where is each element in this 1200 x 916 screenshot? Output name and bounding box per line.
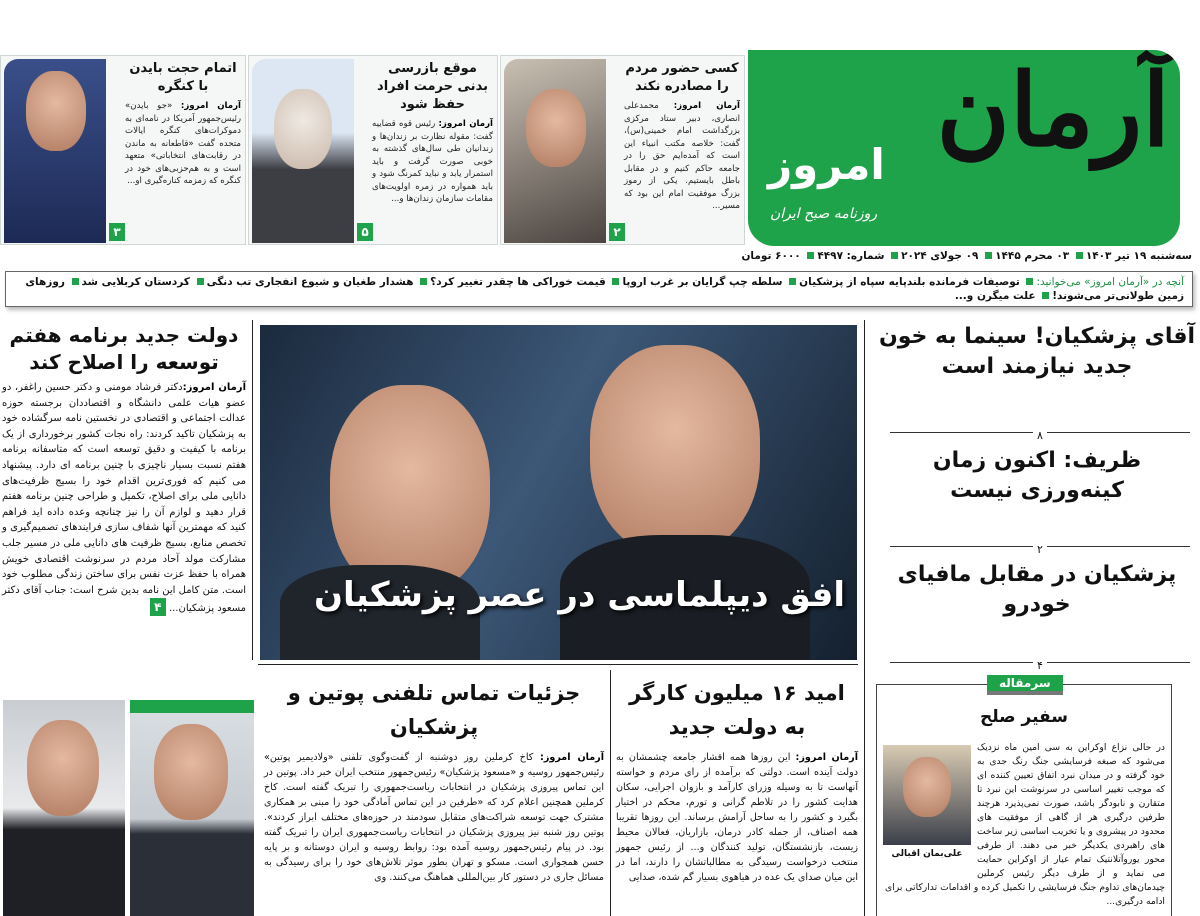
teaser-title: موقع بازرسی بدنی حرمت افراد حفظ شود [377, 61, 488, 112]
article-text: کاخ کرملین روز دوشنبه از گفت‌وگوی تلفنی «ولادیمیر پوتین» رئیس‌جمهور روسیه و «مسعود پزشکیان» رئیس‌جمهور منتخب ایران خبر داد. پوتین در این تماس پیروزی پزشکیان در انتخابات ریاست‌جمهوری را تبریک گفته است. کاخ کرملین همچنین اعلام کرد که «طرفین در این تماس آمادگی خود را مبنی بر همکاری مشترک جهت توسعه شراکت‌های متقابل سودمند در حوزه‌های مختلف ابراز کردند». پوتین روز شنبه نیز پیروزی پزشکیان در انتخابات ریاست‌جمهوری ایران را تبریک گفته بود. در پیام رئیس‌جمهور روسیه آمده بود: روابط روسیه و ایران دوستانه و بر پایه حسن همجواری است. مسکو و تهران بطور موثر تلاش‌های خود را برای رسیدگی به مسائل جاری در دستور کار بین‌المللی هماهنگ می‌کنند. وی [264, 752, 604, 883]
ticker-item[interactable]: سلطه چپ گرایان بر غرب اروپا [622, 276, 783, 288]
masthead-logo [748, 50, 1180, 246]
ticker-head: آنچه در «آرمان امروز» می‌خوانید: [1036, 276, 1184, 288]
teaser-lead: آرمان امروز: [673, 101, 741, 111]
teaser-title: اتمام حجت بایدن با کنگره [129, 61, 237, 94]
ticker [5, 271, 1193, 307]
date-gregorian: ۰۹ جولای ۲۰۲۴ [901, 250, 979, 262]
ticker-item[interactable]: علت میگرن و... [954, 290, 1036, 302]
teaser-text: رئیس قوه قضاییه گفت: مقوله نظارت بر زندان‌ها و زندانیان طی سال‌های گذشته به خوبی صورت گرفت و باید استمرار یابد و نباید کمرنگ شود و باید همواره در زمره اولویت‌های مقامات سازمان زندان‌ها و... [372, 119, 493, 204]
masthead-subtitle: امروز [768, 140, 885, 189]
ticker-item[interactable]: توصیفات فرمانده بلندپایه سپاه از پزشکیان [799, 276, 1020, 288]
page-number: ۲ [1033, 543, 1047, 556]
teaser-lead: آرمان امروز: [180, 101, 242, 111]
headline-auto-mafia[interactable]: پزشکیان در مقابل مافیای خودرو [897, 562, 1177, 617]
masthead-tagline: روزنامه صبح ایران [770, 206, 878, 222]
date-hijri: ۰۳ محرم ۱۴۴۵ [995, 250, 1070, 262]
main-photo[interactable] [260, 325, 857, 660]
masthead-title: آرمان [936, 51, 1170, 169]
left-article[interactable] [2, 322, 246, 617]
teaser-text: محمدعلی انصاری، دبیر ستاد مرکزی بزرگداشت امام خمینی(س)، گفت: خلاصه مکتب انبیاء این است که آمده‌ایم حق را در جامعه حاکم کنیم و در مقابل باطل بایستیم. یکی از رموز بزرگ موفقیت امام این بود که مسیر... [624, 101, 740, 211]
issue-number: شماره: ۴۴۹۷ [817, 250, 885, 262]
page-number: ۴ [150, 598, 166, 616]
ejei-photo [252, 59, 354, 243]
editorial-label: سرمقاله [987, 675, 1063, 695]
article-title: دولت جدید برنامه هفتم توسعه را اصلاح کند [9, 323, 239, 374]
article-lead: آرمان امروز: [540, 752, 604, 763]
pezeshkian-photo [130, 700, 254, 916]
headline-cinema[interactable]: آقای پزشکیان! سینما به خون جدید نیازمند است [878, 324, 1196, 379]
ticker-item[interactable]: روزهای زمین طولانی‌تر می‌شوند! [25, 276, 1184, 302]
page-number: ۵ [357, 223, 373, 241]
teaser-text: «جو بایدن» رئیس‌جمهور آمریکا در نامه‌ای به دموکرات‌های کنگره ایالات متحده گفت «قاطعانه به ماندن در رقابت‌های انتخاباتی» متعهد است و به هم‌حزبی‌های خود در کنگره که زمزمه کناره‌گیری او... [125, 101, 241, 186]
putin-article[interactable] [264, 676, 604, 885]
putin-photo [3, 700, 125, 916]
workers-article[interactable] [616, 676, 858, 885]
page-number: ۸ [1033, 429, 1047, 442]
ansari-photo [504, 59, 606, 243]
ticker-item[interactable]: قیمت خوراکی ها چقدر تغییر کرد؟ [430, 276, 606, 288]
editorial[interactable] [876, 676, 1172, 916]
date-weekday: سه‌شنبه ۱۹ تیر ۱۴۰۳ [1085, 250, 1192, 262]
article-title: امید ۱۶ میلیون کارگر به دولت جدید [629, 681, 845, 739]
article-lead: آرمان امروز: [182, 382, 246, 393]
page-number: ۳ [109, 223, 125, 241]
ticker-item[interactable]: کردستان کربلایی شد [81, 276, 190, 288]
page-number: ۴ [1033, 659, 1047, 672]
headline-zarif[interactable]: ظریف: اکنون زمان کینه‌ورزی نیست [932, 448, 1142, 503]
article-lead: آرمان امروز: [795, 752, 858, 763]
teaser-ansari[interactable] [500, 55, 745, 245]
teaser-title: کسی حضور مردم را مصادره نکند [625, 61, 739, 94]
teaser-ejei[interactable] [248, 55, 498, 245]
editorial-body: در حالی نزاع اوکراین به سی امین ماه نزدیک می‌شود که صبغه فرسایشی جنگ رنگ جدی به خود گرفته و در میدان نبرد اتفاق تعیین کننده ای که موجب تغییر اساسی در سرنوشت این نبرد تا متقارن و نابودگر باشد، صورت نمی‌پذیرد هرچند طرفین درگیری هر از گاهی از موفقیت های محدود در پیشروی و یا تخریب اساسی زیر ساخت های راهبردی یکدیگر خبر می دهند. از طرفی محور یوروآتلانتیک تمام عیار از اوکراین حمایت می نماید و از طرف دیگر رئیس کرملین چیدمان‌های تداوم جنگ فرسایشی را تکمیل کرده و اقدامات تدارکاتی برای ادامه درگیری... [885, 742, 1165, 907]
teaser-biden[interactable] [0, 55, 246, 245]
page-number: ۲ [609, 223, 625, 241]
author-name: علی‌بمان اقبالی [891, 849, 963, 859]
article-title: جزئیات تماس تلفنی پوتین و پزشکیان [287, 681, 581, 739]
dateline [741, 250, 1192, 262]
editorial-text [885, 741, 1165, 909]
main-headline: افق دیپلماسی در عصر پزشکیان [314, 575, 845, 615]
ticker-item[interactable]: هشدار طغیان و شیوع انفجاری تب دنگی [206, 276, 414, 288]
article-text: دکتر فرشاد مومنی و دکتر حسین راغفر، دو عضو هیات علمی دانشگاه و اقتصاددان برجسته حوزه عدالت اجتماعی و اقتصادی در نخستین نامه سرگشاده خود به پزشکیان تاکید کردند: راه نجات کشور برخورداری از یک برنامه با کیفیت و دقیق توسعه است که متاسفانه برنامه هفتم نسبت بسیار ناچیزی با چنین برنامه ای دارد. پیشنهاد می کنیم که فوری‌ترین اقدام خود را بسیج ظرفیت‌های دانایی ملی برای اصلاح، تکمیل و طراحی چنین برنامه هفتم قرار دهید و لوازم آن را نیز چنانچه وعده داده اید فراهم کنید که مهمترین آنها شفاف سازی فرایندهای تصمیم‌گیری و تخصص منابع، بسیج ظرفیت های دانایی ملی در مسیر جلب مشارکت مولد آحاد مردم در سرنوشت اقتصادی خویش همراه با حفظ عزت نفس برای ساختن زندگی مطلوب خود است. متن کامل این نامه بدین شرح است: جناب آقای دکتر مسعود پزشکیان... [2, 382, 246, 615]
editorial-title: سفیر صلح [979, 707, 1068, 727]
biden-photo [4, 59, 106, 243]
price: ۶۰۰۰ تومان [741, 250, 801, 262]
article-text: این روزها همه اقشار جامعه چشمشان به دولت آینده است. دولتی که برآمده از رای مردم و خواسته آنهاست تا به وسیله وزرای کارآمد و بازوان اجرایی، سکان هدایت کشور را در تلاطم گرانی و تورم، محکم در اختیار بگیرد و کشور را به ساحل آرامش برساند. این روزها تقریبا همه اصناف، از جمله کادر درمان، بازاریان، فعالان محیط زیست، بازنشستگان، تولید کنندگان و... از رئیس جمهور منتخب درخواست رسیدگی به مطالباتشان را دارند، اما در این میان صدای یک عده در هیاهوی بسیار گم شده، صدایی [616, 752, 858, 883]
teaser-lead: آرمان امروز: [438, 119, 493, 129]
